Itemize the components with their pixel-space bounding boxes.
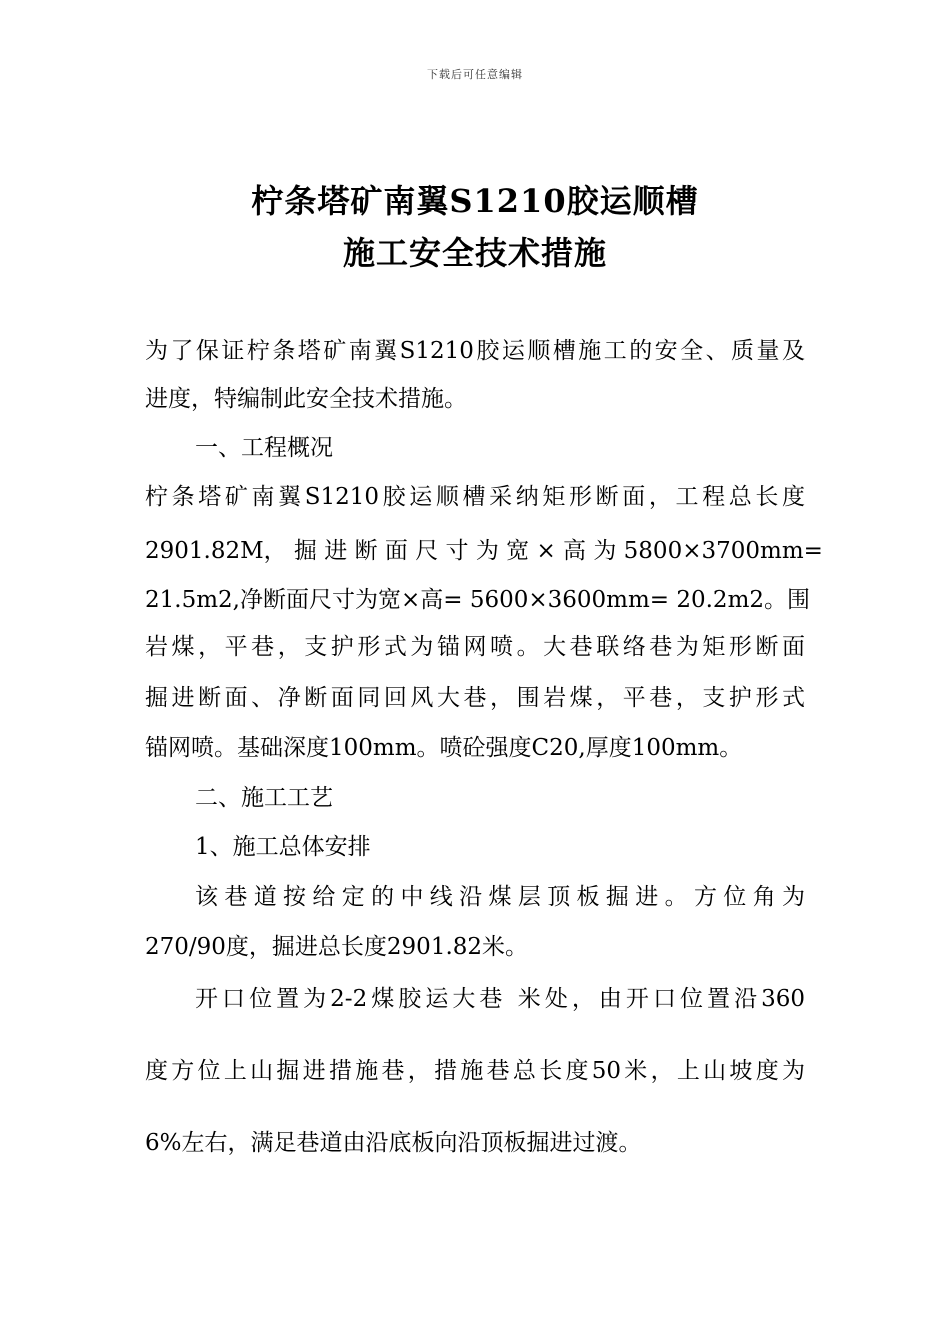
overview-line-2: 2901.82M， 掘 进 断 面 尺 寸 为 宽 × 高 为 5800×3700mm= — [145, 538, 823, 564]
intro-line-1: 为了保证柠条塔矿南翼S1210胶运顺槽施工的安全、质量及 — [145, 338, 805, 364]
overview-line-1: 柠条塔矿南翼S1210胶运顺槽采纳矩形断面，工程总长度 — [145, 484, 805, 510]
header-note: 下载后可任意编辑 — [427, 68, 523, 81]
arrangement-line-2: 270/90度，掘进总长度2901.82米。 — [145, 934, 529, 960]
document-title-line-1: 柠条塔矿南翼S1210胶运顺槽 — [251, 182, 699, 220]
document-title-line-2: 施工安全技术措施 — [342, 234, 607, 272]
opening-line-3: 6%左右，满足巷道由沿底板向沿顶板掘进过渡。 — [145, 1130, 642, 1156]
section-heading-overview: 一、工程概况 — [195, 435, 333, 461]
overview-line-6: 锚网喷。基础深度100mm。喷砼强度C20,厚度100mm。 — [145, 735, 743, 761]
intro-line-2: 进度，特编制此安全技术措施。 — [145, 386, 467, 412]
opening-line-1: 开口位置为2-2煤胶运大巷 米处，由开口位置沿360 — [195, 986, 805, 1012]
overview-line-5: 掘进断面、净断面同回风大巷，围岩煤，平巷，支护形式 — [145, 685, 805, 711]
arrangement-line-1: 该巷道按给定的中线沿煤层顶板掘进。方位角为 — [195, 884, 805, 910]
section-heading-process: 二、施工工艺 — [195, 785, 333, 811]
opening-line-2: 度方位上山掘进措施巷，措施巷总长度50米，上山坡度为 — [145, 1058, 805, 1084]
overview-line-4: 岩煤，平巷，支护形式为锚网喷。大巷联络巷为矩形断面 — [145, 634, 805, 660]
subsection-heading-arrangement: 1、施工总体安排 — [195, 834, 371, 860]
overview-line-3: 21.5m2,净断面尺寸为宽×高= 5600×3600mm= 20.2m2。围 — [145, 587, 811, 613]
